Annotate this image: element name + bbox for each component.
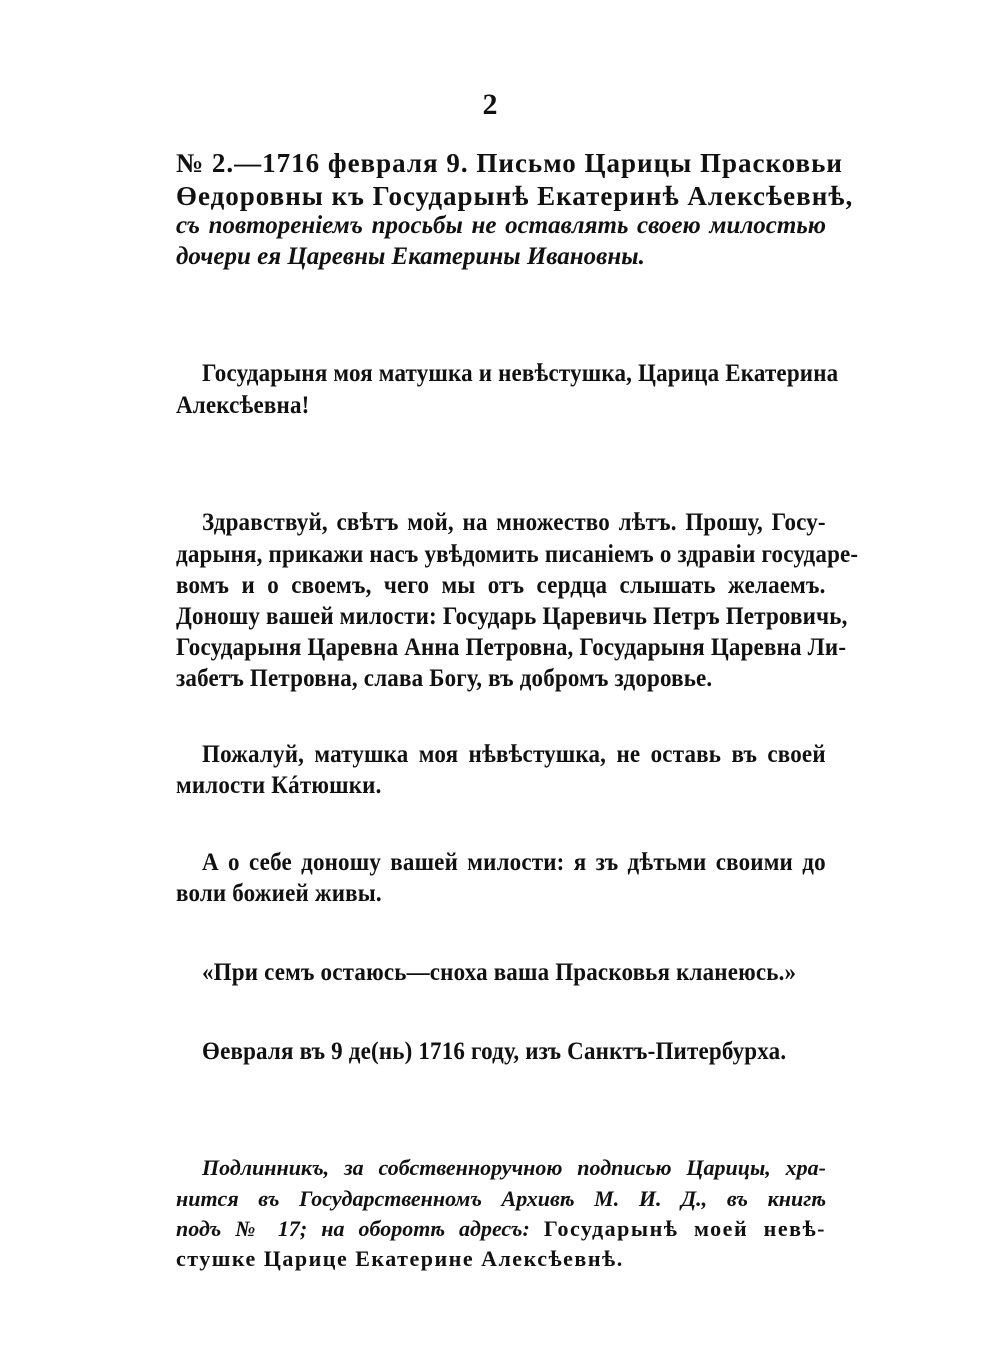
footnote-line-1: Подлинникъ, за собственноручною подписью Царицы, хра-: [202, 1155, 826, 1180]
salutation-line-2: Алексѣевна!: [176, 392, 310, 419]
footnote-line-3-address: Государынѣ моей невѣ-: [543, 1216, 827, 1241]
footnote-line-2: нится въ Государственномъ Архивѣ М. И. Д., въ книгѣ: [176, 1186, 826, 1211]
heading-line-4: дочери ея Царевны Екатерины Ивановны.: [176, 243, 645, 270]
heading-line-3: съ повтореніемъ просьбы не оставлять своею милостью: [176, 212, 826, 239]
footnote-line-3: [176, 1216, 826, 1242]
paragraph-1-line-5: Государыня Царевна Анна Петровна, Государыня Царевна Ли-: [176, 634, 847, 661]
page-number: 2: [482, 88, 498, 121]
paragraph-3-line-2: воли божией живы.: [176, 880, 382, 907]
salutation-line-1: Государыня моя матушка и невѣстушка, Царица Екатерина: [202, 360, 839, 387]
footnote-line-4: стушке Царице Екатерине Алексѣевнѣ.: [176, 1246, 624, 1271]
date-line: Өевраля въ 9 де(нь) 1716 году, изъ Санктъ-Питербурха.: [202, 1038, 787, 1065]
paragraph-3-line-1: А о себе доношу вашей милости: я зъ дѣтьми своими до: [202, 849, 826, 876]
paragraph-1-line-2: дарыня, прикажи насъ увѣдомить писаніемъ о здравіи государе-: [176, 541, 859, 568]
footnote-line-3-italic: подъ № 17; на оборотѣ адресъ:: [176, 1216, 530, 1241]
heading-line-2: Өедоровны къ Государынѣ Екатеринѣ Алексѣевнѣ,: [176, 181, 854, 211]
heading-line-1: № 2.—1716 февраля 9. Письмо Царицы Прасковьи: [176, 148, 843, 178]
paragraph-2-line-2: милости Кáтюшки.: [176, 772, 382, 799]
paragraph-1-line-4: Доношу вашей милости: Государь Царевичь Петръ Петровичь,: [176, 603, 848, 630]
paragraph-2-line-1: Пожалуй, матушка моя нѣвѣстушка, не оставь въ своей: [202, 741, 826, 768]
paragraph-1-line-6: забетъ Петровна, слава Богу, въ добромъ здоровье.: [176, 665, 713, 692]
paragraph-1-line-1: Здравствуй, свѣтъ мой, на множество лѣтъ. Прошу, Госу-: [202, 509, 826, 536]
closing-line: «При семъ остаюсь—сноха ваша Прасковья кланеюсь.»: [202, 959, 797, 986]
paragraph-1-line-3: вомъ и о своемъ, чего мы отъ сердца слышать желаемъ.: [176, 572, 826, 599]
